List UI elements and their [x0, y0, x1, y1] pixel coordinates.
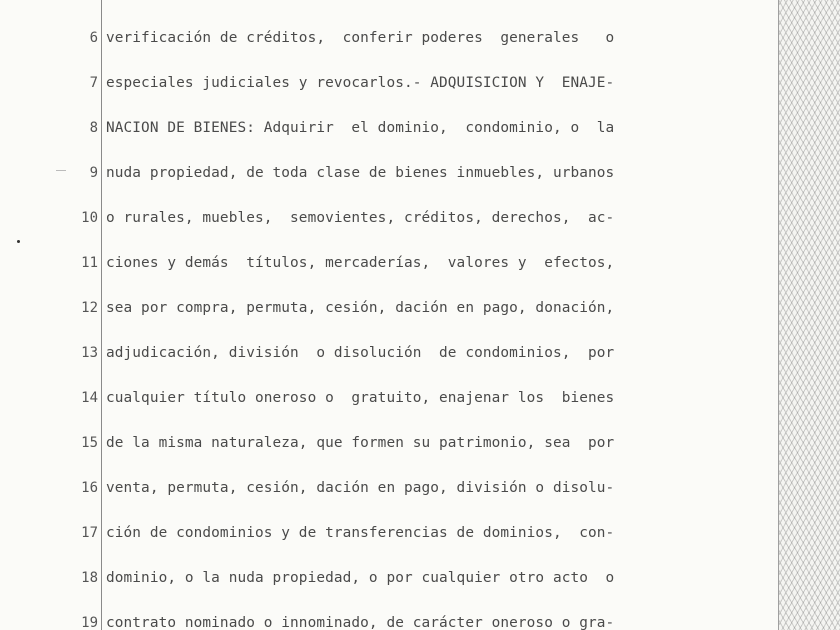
line-number: 16 [81, 480, 98, 496]
line-text: dominio, o la nuda propiedad, o por cualquier otro acto o [106, 570, 615, 586]
line-number: 11 [81, 255, 98, 271]
line-number: 18 [81, 570, 98, 586]
document-line [0, 341, 778, 365]
line-number: 9 [89, 165, 98, 181]
line-text: o rurales, muebles, semovientes, créditos, derechos, ac- [106, 210, 615, 226]
line-number: 7 [89, 75, 98, 91]
line-number: 10 [81, 210, 98, 226]
line-text: NACION DE BIENES: Adquirir el dominio, condominio, o la [106, 120, 615, 136]
line-number: 8 [89, 120, 98, 136]
line-text: ciones y demás títulos, mercaderías, valores y efectos, [106, 255, 615, 271]
document-line [0, 296, 778, 320]
document-line [0, 116, 778, 140]
line-text: sea por compra, permuta, cesión, dación en pago, donación, [106, 300, 615, 316]
document-line [0, 386, 778, 410]
line-number: 15 [81, 435, 98, 451]
document-line [0, 566, 778, 590]
line-text: nuda propiedad, de toda clase de bienes inmuebles, urbanos [106, 165, 615, 181]
line-text: cualquier título oneroso o gratuito, enajenar los bienes [106, 390, 615, 406]
line-number: 12 [81, 300, 98, 316]
document-line [0, 71, 778, 95]
line-number: 13 [81, 345, 98, 361]
decorative-border-strip [778, 0, 840, 630]
document-line [0, 476, 778, 500]
line-number: 14 [81, 390, 98, 406]
document-line [0, 206, 778, 230]
stray-dot-mark [17, 240, 20, 243]
line-text: contrato nominado o innominado, de carácter oneroso o gra- [106, 615, 615, 630]
line-text: adjudicación, división o disolución de condominios, por [106, 345, 615, 361]
line-text: verificación de créditos, conferir poderes generales o [106, 30, 615, 46]
document-line [0, 521, 778, 545]
line-text: venta, permuta, cesión, dación en pago, división o disolu- [106, 480, 615, 496]
border-edge-line [778, 0, 779, 630]
line-number: 17 [81, 525, 98, 541]
line-text: de la misma naturaleza, que formen su patrimonio, sea por [106, 435, 615, 451]
document-line [0, 251, 778, 275]
line-number: 6 [89, 30, 98, 46]
line-text: especiales judiciales y revocarlos.- ADQUISICION Y ENAJE- [106, 75, 615, 91]
line-text: ción de condominios y de transferencias de dominios, con- [106, 525, 615, 541]
line-number: 19 [81, 615, 98, 630]
document-line [0, 161, 778, 185]
document-line [0, 431, 778, 455]
document-line [0, 611, 778, 630]
document-line [0, 26, 778, 50]
